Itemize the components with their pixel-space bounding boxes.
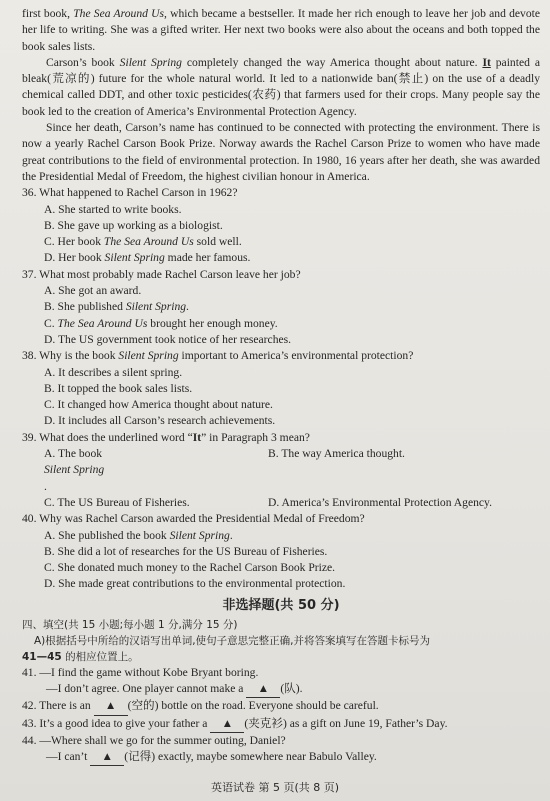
text: 39. What does the underlined word “ [22,430,193,444]
book-title: The Sea Around Us [73,7,165,20]
question-37 [22,267,540,348]
text: —I don’t agree. One player cannot make a [46,681,247,695]
text: . [186,300,189,314]
question-42 [22,698,540,715]
text: 43. It’s a good idea to give your father a [22,716,211,730]
option-b: B. She gave up working as a biologist. [44,218,223,232]
option-d: D. The US government took notice of her researches. [44,332,292,346]
book-title: Silent Spring [119,55,182,69]
text: first book, [22,7,74,20]
book-title: Silent Spring [44,463,105,477]
answer-blank: ▲ [90,749,124,766]
question-stem [22,430,540,446]
option-a: A. She started to write books. [44,202,182,216]
option-c [44,234,540,250]
question-39 [22,430,540,511]
option-c: C. It changed how America thought about nature. [44,398,273,412]
text: made her famous. [164,251,251,265]
text: sold well. [193,235,242,249]
book-title: The Sea Around Us [57,316,148,330]
passage-paragraph-2 [22,55,540,120]
book-title: The Sea Around Us [103,235,194,249]
text: painted a bleak(荒凉的) future for the whole natural world. It led to a nationwide ban(禁止) on the use of a deadly chemical called DDT, and other toxic pesticides(农药) that farmers used for their crops. Many people say the book led to the creation of America’s Environmental Protection Agency. [22,55,540,118]
option-d: D. She made great contributions to the environmental protection. [44,577,346,591]
option-d: D. It includes all Carson’s research achievements. [44,414,276,428]
text: —I can’t [46,750,91,764]
underlined-word: It [482,55,491,69]
text: 38. Why is the book [22,349,119,363]
question-stem: 37. What most probably made Rachel Carson leave her job? [22,267,301,281]
part-heading: 四、填空(共 15 小题;每小题 1 分,满分 15 分) [22,618,238,631]
option-b: B. The way America thought. [268,447,405,461]
answer-blank: ▲ [94,698,128,715]
text: (夹克衫) as a gift on June 19, Father’s Day. [244,716,448,730]
option-a [44,446,268,495]
text: C. [44,316,58,330]
quoted-word: It [192,430,202,444]
text: . [229,528,233,542]
question-36 [22,185,540,266]
fill-blank-questions [22,665,540,767]
question-range: 41—45 [22,650,62,663]
question-stem: 40. Why was Rachel Carson awarded the Presidential Medal of Freedom? [22,512,365,526]
page-footer: 英语试卷 第 5 页(共 8 页) [210,781,340,794]
question-44-line-2 [46,749,540,766]
text: Carson’s book [46,55,120,69]
instructions [22,633,540,665]
option-a [44,528,540,544]
question-38 [22,348,540,429]
question-40 [22,511,540,592]
text: A. The book [44,447,103,461]
text: (空的) bottle on the road. Everyone should be careful. [127,699,379,713]
answer-blank: ▲ [210,716,244,733]
option-row [44,495,540,511]
option-c [44,316,540,332]
text: important to America’s environmental protection? [178,349,414,363]
passage-paragraph-3: Since her death, Carson’s name has continued to be connected with protecting the environment. There is now a yearly Rachel Carson Book Prize. Norway awards the Rachel Carson Prize to women who have made great contributions to the field of environmental protection. In 1980, 16 years after her death, she was awarded the Presidential Medal of Freedom, the highest civilian honour in America. [22,121,540,183]
option-d [44,250,540,266]
text: B. She published [44,300,126,314]
text: . [44,479,47,493]
text: ” in Paragraph 3 mean? [201,430,310,444]
text: C. Her book [44,235,104,249]
book-title: Silent Spring [125,300,187,314]
question-41-line-2 [46,681,540,698]
text: A)根据括号中所给的汉语写出单词,使句子意思完整正确,并将答案填写在答题卡标号为 [34,634,430,647]
passage-paragraph-1 [22,6,540,55]
option-b [44,299,540,315]
option-c: C. She donated much money to the Rachel Carson Book Prize. [44,561,336,575]
text: D. Her book [44,251,105,265]
option-d: D. America’s Environmental Protection Agency. [268,495,492,509]
text: brought her enough money. [147,316,278,330]
question-41-line-1: 41. —I find the game without Kobe Bryant boring. [22,665,259,679]
text: , which became a bestseller. It made her rich enough to leave her job and devote her life to writing. She was a gifted writer. Her next two books were also about the oceans and both topped the book sales lists. [22,7,540,53]
question-44-line-1: 44. —Where shall we go for the summer outing, Daniel? [22,733,286,747]
book-title: Silent Spring [104,251,165,265]
question-43 [22,716,540,733]
text: completely changed the way America thought about nature. [181,55,483,69]
option-a: A. It describes a silent spring. [44,365,183,379]
text: (记得) exactly, maybe somewhere near Babulo Valley. [124,750,377,764]
option-b: B. It topped the book sales lists. [44,381,193,395]
question-stem: 36. What happened to Rachel Carson in 1962? [22,186,238,200]
text: 的相应位置上。 [61,650,139,663]
option-row [44,446,540,495]
book-title: Silent Spring [118,349,179,363]
section-title: 非选择题(共 50 分) [222,597,340,613]
text: 42. There is an [22,699,94,713]
answer-blank: ▲ [246,681,280,698]
text: A. She published the book [44,528,170,542]
book-title: Silent Spring [169,528,230,542]
option-a: A. She got an award. [44,284,142,298]
option-b: B. She did a lot of researches for the US Bureau of Fisheries. [44,544,328,558]
text: (队). [280,681,303,695]
question-stem [22,348,540,364]
option-c: C. The US Bureau of Fisheries. [44,495,190,509]
